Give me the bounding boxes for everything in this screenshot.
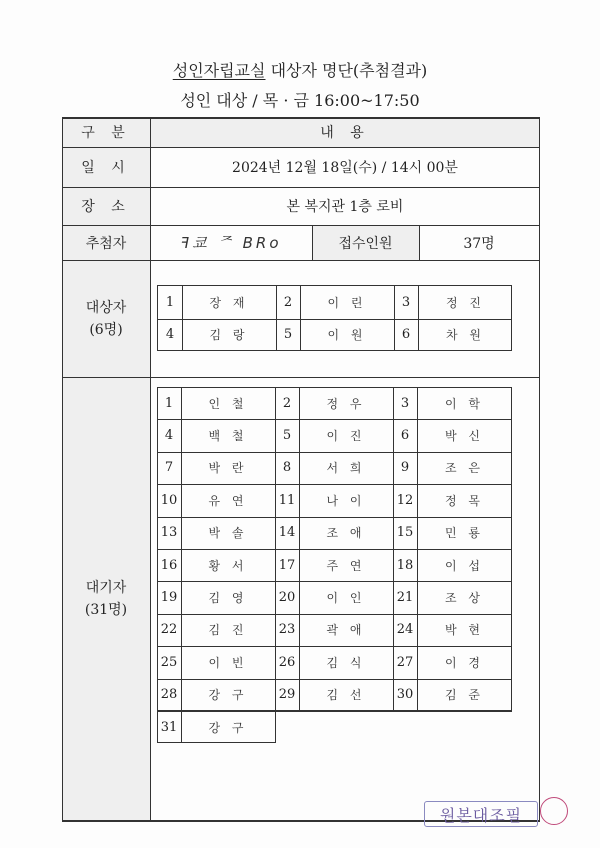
- place-label: 장 소: [81, 199, 131, 215]
- grid-col-line: [418, 286, 419, 319]
- document-title: [0, 58, 600, 81]
- entry-name: 백 철: [208, 429, 248, 444]
- header-label: 구 분: [81, 125, 131, 141]
- entry-name: 강 구: [208, 688, 248, 703]
- entry-name: 주 연: [326, 558, 366, 573]
- waiting-grid: [157, 387, 512, 744]
- entry-number: 30: [396, 687, 414, 703]
- title-underlined-part: 성인자립교실: [172, 61, 266, 80]
- entry-number: 4: [165, 327, 175, 343]
- drawer-signature: ꟻ쿄 ᄌ BRo: [180, 234, 282, 252]
- entry-name: 민 룡: [445, 526, 484, 541]
- grid-col-line: [300, 286, 301, 319]
- entry-name: 이 린: [327, 295, 367, 310]
- entry-name: 인 철: [208, 396, 248, 411]
- entry-name: 이 빈: [208, 655, 248, 670]
- grid-col-line: [276, 286, 277, 319]
- entry-name: 곽 애: [326, 623, 366, 638]
- applicants-label: 접수인원: [338, 235, 393, 252]
- entry-number: 20: [278, 590, 296, 606]
- place-value: 본 복지관 1층 로비: [286, 199, 404, 215]
- entry-number: 15: [396, 525, 414, 541]
- entry-number: 28: [160, 687, 178, 703]
- certified-copy-text: 원본대조필: [424, 801, 538, 827]
- entry-name: 이 경: [445, 655, 484, 670]
- entry-name: 정 우: [326, 396, 366, 411]
- lottery-table: [62, 117, 540, 821]
- entry-number: 11: [278, 492, 296, 508]
- date-value: 2024년 12월 18일(수) / 14시 00분: [232, 160, 458, 176]
- header-content: 내 용: [320, 125, 370, 141]
- waiting-label: 대기자: [85, 579, 127, 596]
- entry-number: 7: [164, 460, 174, 476]
- entry-name: 유 연: [208, 493, 248, 508]
- entry-number: 5: [283, 327, 293, 343]
- entry-number: 10: [160, 492, 178, 508]
- entry-number: 26: [278, 654, 296, 670]
- entry-number: 17: [278, 557, 296, 573]
- grid-border: [157, 387, 512, 711]
- grid-col-line: [394, 286, 395, 319]
- grid-row-line: [158, 319, 511, 320]
- grid-border: [157, 711, 276, 743]
- entry-number: 6: [400, 428, 410, 444]
- entry-number: 12: [396, 492, 414, 508]
- waiting-count: (31명): [84, 601, 128, 618]
- document-subtitle: 성인 대상 / 목 · 금 16:00~17:50: [180, 91, 420, 110]
- entry-number: 27: [396, 654, 414, 670]
- entry-name: 박 솔: [208, 526, 248, 541]
- certified-copy-stamp: [424, 797, 564, 831]
- entry-name: 이 섭: [445, 558, 484, 573]
- entry-number: 9: [400, 460, 410, 476]
- selected-label: 대상자: [85, 299, 127, 316]
- entry-name: 강 구: [208, 720, 248, 735]
- entry-number: 3: [401, 294, 411, 310]
- date-label: 일 시: [81, 160, 131, 176]
- entry-name: 차 원: [446, 328, 485, 343]
- entry-name: 김 준: [445, 688, 484, 703]
- selected-count: (6명): [89, 321, 123, 338]
- entry-number: 4: [164, 428, 174, 444]
- grid-col-line: [182, 286, 183, 319]
- entry-name: 이 인: [326, 591, 366, 606]
- entry-number: 29: [278, 687, 296, 703]
- entry-number: 21: [396, 590, 414, 606]
- entry-name: 김 식: [326, 655, 366, 670]
- drawer-label: 추첨자: [85, 235, 127, 252]
- entry-number: 6: [401, 327, 411, 343]
- selected-label-cell: [62, 260, 150, 377]
- entry-name: 나 이: [326, 493, 366, 508]
- entry-name: 정 진: [446, 295, 485, 310]
- entry-number: 13: [160, 525, 178, 541]
- entry-number: 18: [396, 557, 414, 573]
- entry-name: 조 상: [445, 591, 484, 606]
- entry-number: 2: [282, 395, 292, 411]
- waiting-label-cell: [62, 377, 150, 820]
- entry-name: 김 진: [208, 623, 248, 638]
- grid-col-line: [276, 319, 277, 352]
- entry-number: 22: [160, 622, 178, 638]
- seal-icon: [540, 797, 568, 825]
- title-rest: 대상자 명단(추첨결과): [265, 61, 428, 80]
- selected-grid: [157, 285, 512, 351]
- entry-number: 24: [396, 622, 414, 638]
- entry-name: 박 신: [445, 429, 484, 444]
- entry-name: 장 재: [209, 295, 249, 310]
- grid-col-line: [394, 319, 395, 352]
- entry-name: 박 란: [208, 461, 248, 476]
- entry-number: 31: [160, 719, 178, 735]
- entry-name: 서 희: [326, 461, 366, 476]
- entry-number: 19: [160, 590, 178, 606]
- entry-name: 이 원: [327, 328, 367, 343]
- entry-name: 이 진: [326, 429, 366, 444]
- applicants-value: 37명: [463, 235, 495, 252]
- entry-number: 3: [400, 395, 410, 411]
- entry-number: 1: [165, 294, 175, 310]
- grid-col-line: [418, 319, 419, 352]
- grid-col-line: [300, 319, 301, 352]
- entry-name: 조 은: [445, 461, 484, 476]
- entry-name: 정 목: [445, 493, 484, 508]
- entry-name: 이 학: [445, 396, 484, 411]
- entry-name: 황 서: [208, 558, 248, 573]
- entry-number: 8: [282, 460, 292, 476]
- entry-number: 5: [282, 428, 292, 444]
- entry-name: 조 애: [326, 526, 366, 541]
- entry-name: 김 선: [326, 688, 366, 703]
- entry-name: 김 랑: [209, 328, 249, 343]
- entry-name: 김 영: [208, 591, 248, 606]
- grid-col-line: [182, 319, 183, 352]
- entry-number: 2: [283, 294, 293, 310]
- entry-number: 14: [278, 525, 296, 541]
- entry-name: 박 현: [445, 623, 484, 638]
- entry-number: 1: [164, 395, 174, 411]
- entry-number: 25: [160, 654, 178, 670]
- entry-number: 16: [160, 557, 178, 573]
- entry-number: 23: [278, 622, 296, 638]
